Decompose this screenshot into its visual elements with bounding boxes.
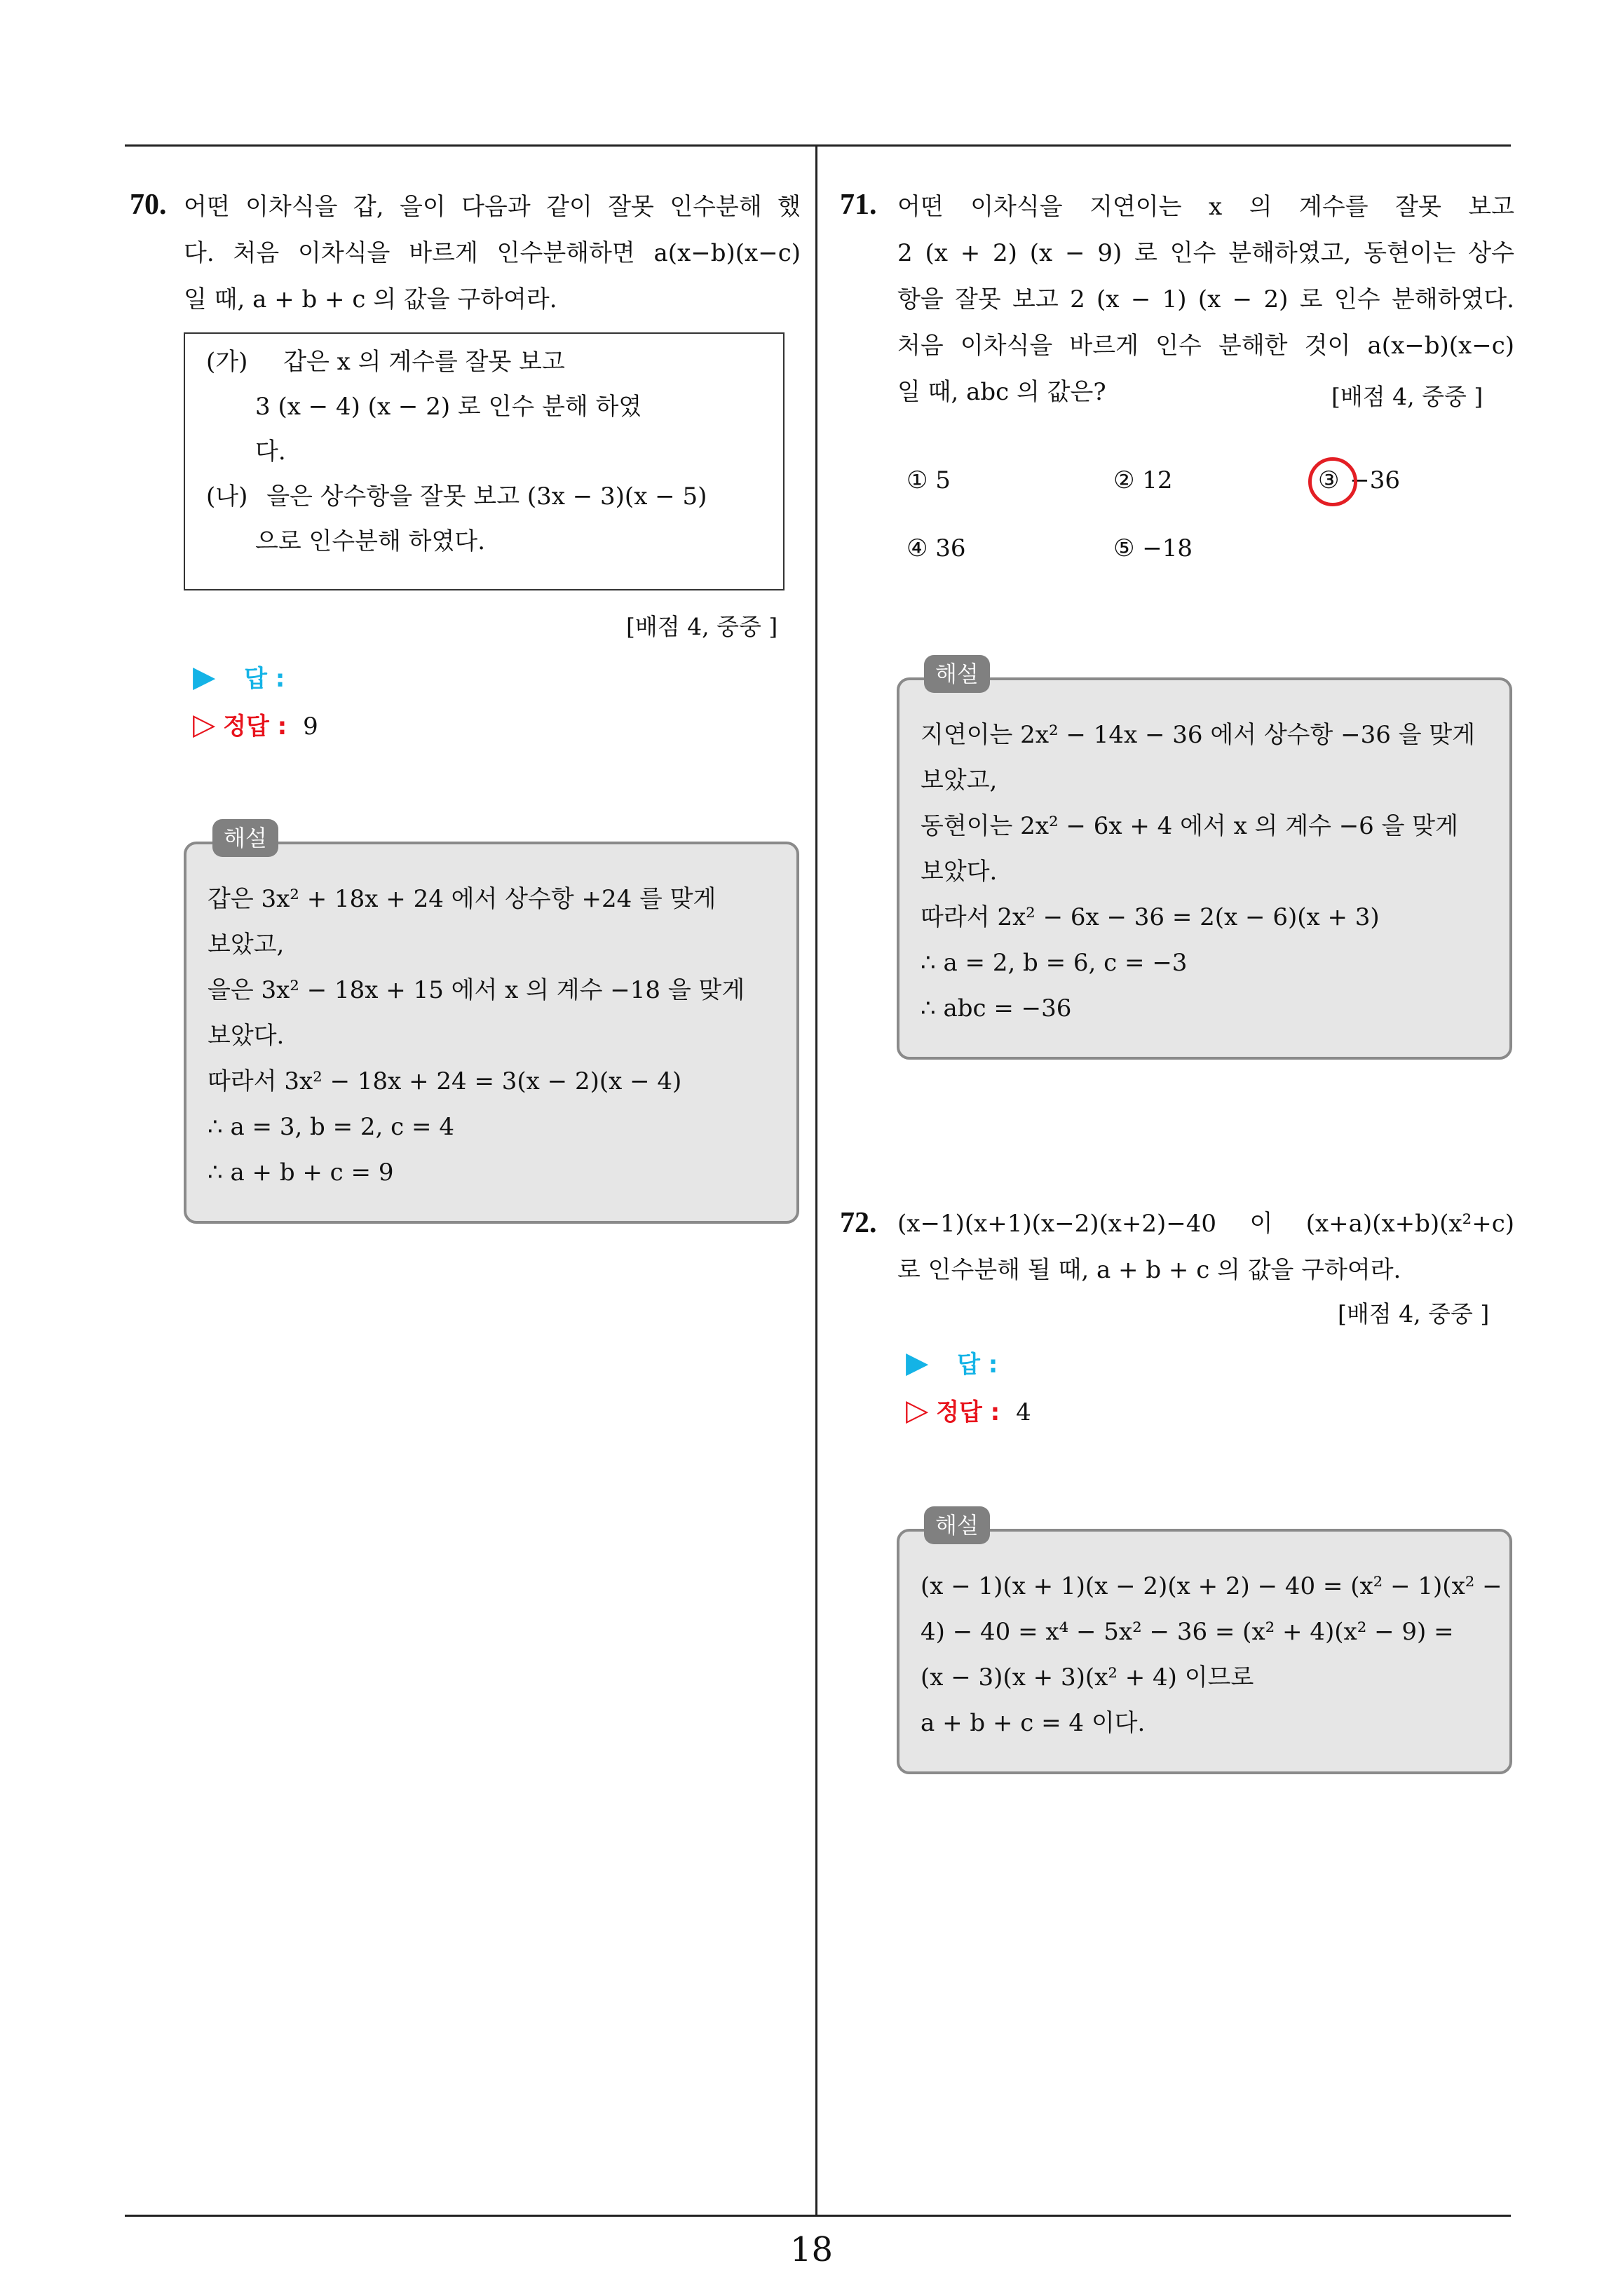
explanation-tag: 해설 [924,1506,990,1544]
column-divider [815,146,817,2217]
condition-na-label: (나) [206,482,248,511]
explanation-line: 보았다. [208,1022,285,1050]
condition-ga-text: 갑은 x 의 계수를 잘못 보고 [283,348,565,376]
bottom-rule [125,2215,1511,2217]
problem-71-line: 일 때, abc 의 값은? [897,378,1106,406]
choice-3-marker: ③ [1318,466,1340,494]
explanation-line: 보았고, [921,767,998,795]
problem-71-explanation-box [897,677,1512,1060]
explanation-line: a + b + c = 4 이다. [921,1709,1146,1737]
explanation-line: 4) − 40 = x⁴ − 5x² − 36 = (x² + 4)(x² − 9) = [921,1618,1454,1646]
problem-72-explanation-box [897,1529,1512,1774]
correct-label: 정답 : [936,1398,1000,1426]
problem-70-correct-row [193,707,318,741]
selected-choice-circle-mark [1308,457,1357,506]
explanation-line: ∴ abc = −36 [921,994,1072,1022]
choice-5[interactable]: ⑤ −18 [1113,534,1193,562]
choice-2[interactable]: ② 12 [1113,466,1173,494]
play-triangle-icon: ▶ [193,659,216,694]
page-number: 18 [789,2230,834,2269]
choice-4[interactable]: ④ 36 [906,534,966,562]
condition-ga-cont: 다. [255,438,286,466]
explanation-line: ∴ a = 3, b = 2, c = 4 [208,1113,454,1141]
condition-ga-label: (가) [206,348,248,376]
explanation-tag: 해설 [212,819,278,857]
outline-triangle-icon: ▷ [193,707,216,741]
problem-71-line: 처음 이차식을 바르게 인수 분해한 것이 a(x−b)(x−c) [897,332,1514,360]
problem-70-line: 일 때, a + b + c 의 값을 구하여라. [184,285,557,313]
condition-na-text: 을은 상수항을 잘못 보고 (3x − 3)(x − 5) [266,482,707,511]
problem-72-text [897,1201,1514,1293]
condition-na [206,474,765,519]
problem-71-meta: [배점 4, 중중 ] [1331,383,1483,410]
problem-72-answer-row [906,1345,998,1379]
correct-label: 정답 : [223,713,287,741]
condition-ga [206,339,765,384]
problem-71-line: 2 (x + 2) (x − 9) 로 인수 분해하였고, 동현이는 상수 [897,239,1514,267]
problem-72-line: 로 인수분해 될 때, a + b + c 의 값을 구하여라. [897,1256,1401,1284]
explanation-line: 따라서 3x² − 18x + 24 = 3(x − 2)(x − 4) [208,1067,682,1095]
problem-70-text [184,184,801,323]
condition-ga-cont: 3 (x − 4) (x − 2) 로 인수 분해 하였 [255,393,642,421]
problem-70-line: 다. 처음 이차식을 바르게 인수분해하면 a(x−b)(x−c) [184,239,801,267]
condition-na-cont: 으로 인수분해 하였다. [255,527,486,555]
explanation-line: 보았다. [921,858,998,886]
choice-3-value: −36 [1350,466,1401,494]
answer-label: 답 : [244,665,285,693]
explanation-tag: 해설 [924,655,990,693]
problem-72-number: 72. [840,1207,877,1239]
problem-72-line: (x−1)(x+1)(x−2)(x+2)−40 이 (x+a)(x+b)(x²+c) [897,1210,1514,1238]
top-rule [125,144,1511,147]
problem-72-correct-row [906,1393,1031,1427]
explanation-line: (x − 3)(x + 3)(x² + 4) 이므로 [921,1663,1254,1691]
problem-70-answer-row [193,659,285,694]
problem-70-line: 어떤 이차식을 갑, 을이 다음과 같이 잘못 인수분해 했 [184,193,801,221]
explanation-line: 갑은 3x² + 18x + 24 에서 상수항 +24 를 맞게 [208,885,717,913]
explanation-line: ∴ a = 2, b = 6, c = −3 [921,949,1188,977]
explanation-line: ∴ a + b + c = 9 [208,1159,394,1187]
problem-70-meta: [배점 4, 중중 ] [626,613,778,640]
problem-70-conditions-box [184,332,785,590]
correct-value: 9 [303,713,318,741]
answer-label: 답 : [957,1351,998,1379]
correct-value: 4 [1016,1398,1031,1426]
explanation-line: 지연이는 2x² − 14x − 36 에서 상수항 −36 을 맞게 [921,721,1476,749]
explanation-line: 보았고, [208,931,285,959]
problem-70-number: 70. [130,189,167,221]
problem-71-number: 71. [840,189,877,221]
explanation-line: 동현이는 2x² − 6x + 4 에서 x 의 계수 −6 을 맞게 [921,812,1458,840]
problem-71-line: 항을 잘못 보고 2 (x − 1) (x − 2) 로 인수 분해하였다. [897,285,1514,313]
explanation-line: (x − 1)(x + 1)(x − 2)(x + 2) − 40 = (x² − 1)(x² − [921,1572,1502,1600]
play-triangle-icon: ▶ [906,1345,929,1379]
problem-71-line: 어떤 이차식을 지연이는 x 의 계수를 잘못 보고 [897,193,1514,221]
explanation-line: 따라서 2x² − 6x − 36 = 2(x − 6)(x + 3) [921,903,1380,931]
choice-1[interactable]: ① 5 [906,466,951,494]
problem-72-meta: [배점 4, 중중 ] [1338,1300,1490,1328]
explanation-line: 을은 3x² − 18x + 15 에서 x 의 계수 −18 을 맞게 [208,976,745,1004]
outline-triangle-icon: ▷ [906,1393,929,1427]
problem-70-explanation-box [184,842,799,1224]
